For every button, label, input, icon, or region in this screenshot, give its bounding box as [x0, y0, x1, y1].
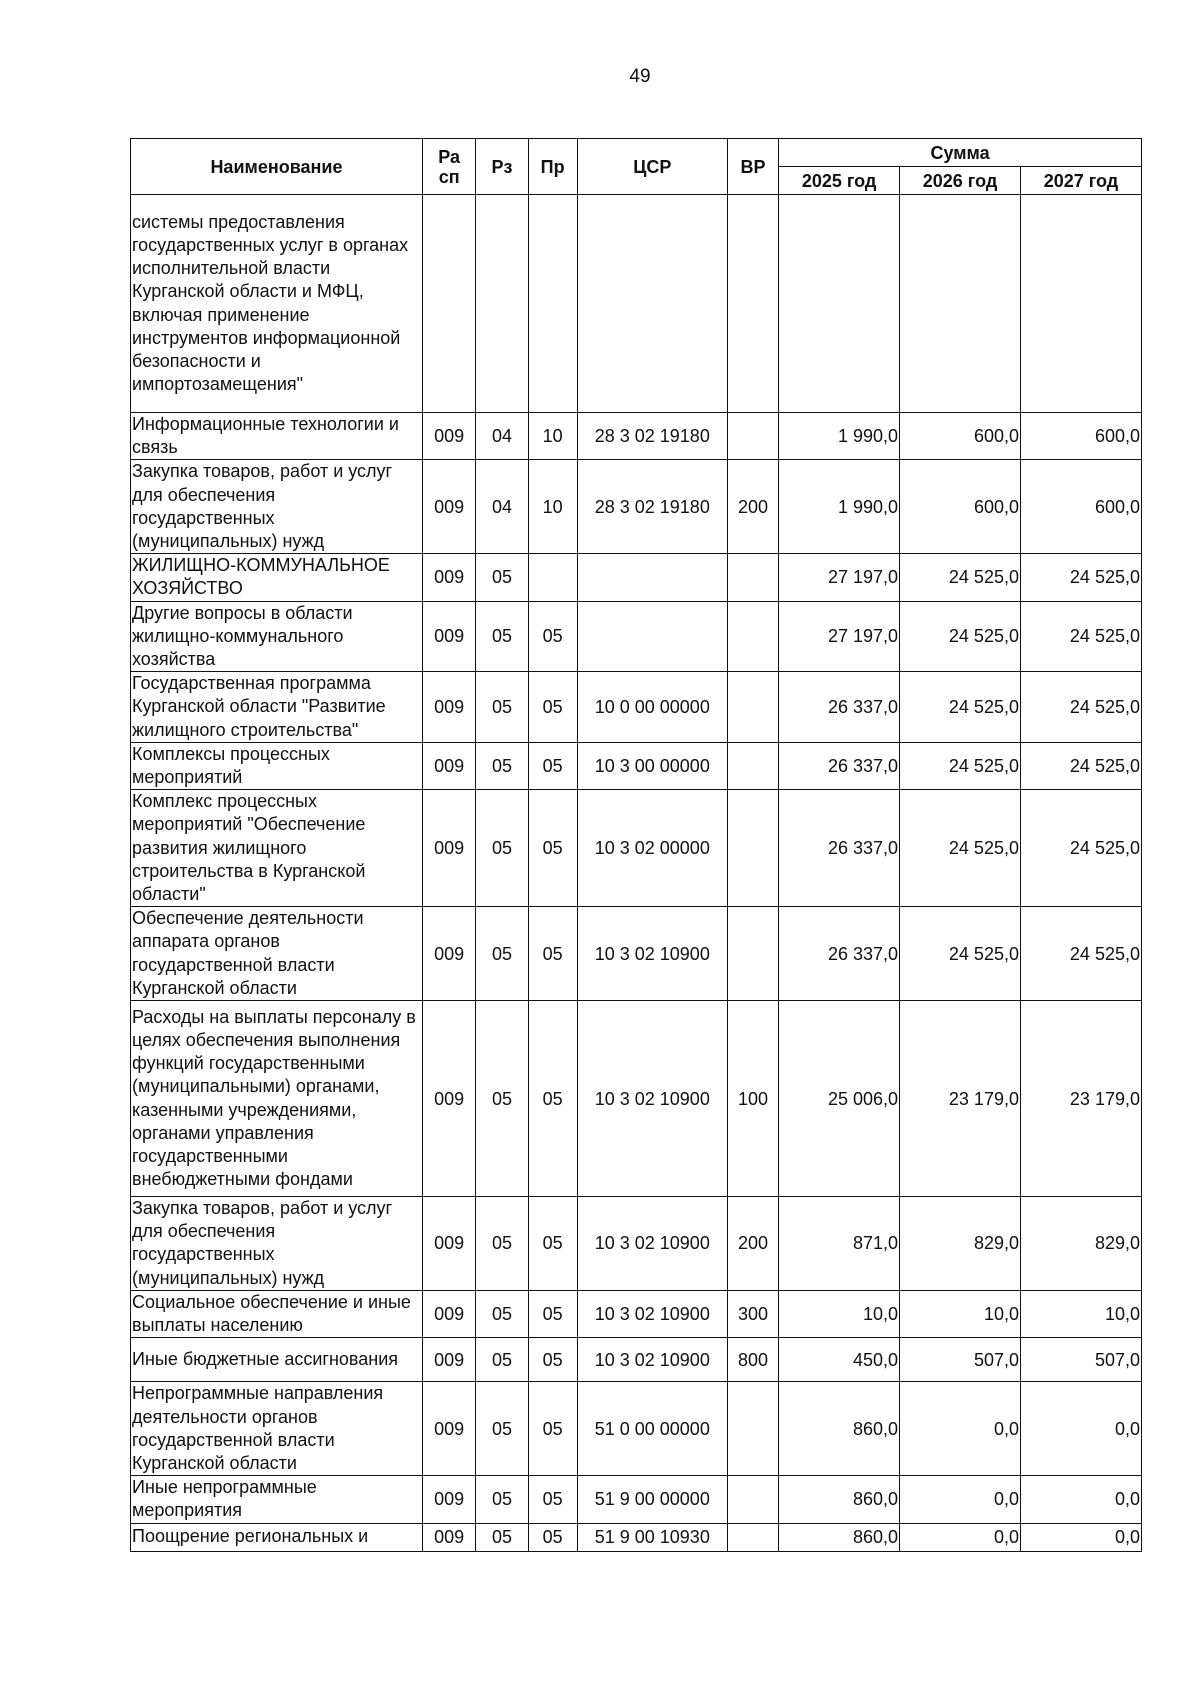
cell-rasp: 009 — [422, 1523, 475, 1551]
header-csr: ЦСР — [577, 139, 727, 195]
cell-2025: 27 197,0 — [779, 554, 900, 601]
cell-rz: 05 — [476, 907, 528, 1001]
cell-pr: 05 — [528, 1382, 577, 1476]
cell-vr: 100 — [727, 1001, 778, 1197]
cell-name: Другие вопросы в области жилищно-коммунального хозяйства — [131, 601, 423, 672]
cell-2026: 24 525,0 — [900, 742, 1021, 789]
cell-pr: 05 — [528, 790, 577, 907]
cell-2025: 25 006,0 — [779, 1001, 900, 1197]
cell-2025: 860,0 — [779, 1523, 900, 1551]
cell-2026: 10,0 — [900, 1290, 1021, 1337]
header-year-2027: 2027 год — [1020, 167, 1141, 195]
table-row — [131, 1523, 1142, 1551]
header-sum: Сумма — [779, 139, 1142, 167]
header-year-2026: 2026 год — [900, 167, 1021, 195]
cell-2026: 24 525,0 — [900, 554, 1021, 601]
cell-rasp — [422, 195, 475, 413]
cell-rz: 05 — [476, 1382, 528, 1476]
cell-csr: 10 3 02 10900 — [577, 1001, 727, 1197]
cell-2027: 0,0 — [1020, 1382, 1141, 1476]
cell-pr: 05 — [528, 1197, 577, 1291]
header-year-2025: 2025 год — [779, 167, 900, 195]
cell-2027: 24 525,0 — [1020, 742, 1141, 789]
cell-2026: 24 525,0 — [900, 790, 1021, 907]
cell-vr — [727, 413, 778, 460]
cell-vr: 300 — [727, 1290, 778, 1337]
cell-rz: 05 — [476, 1290, 528, 1337]
cell-2027: 10,0 — [1020, 1290, 1141, 1337]
cell-name: Социальное обеспечение и иные выплаты населению — [131, 1290, 423, 1337]
cell-2027: 24 525,0 — [1020, 554, 1141, 601]
cell-pr — [528, 554, 577, 601]
table-row — [131, 1476, 1142, 1523]
cell-rz: 04 — [476, 413, 528, 460]
cell-vr: 200 — [727, 460, 778, 554]
cell-csr: 10 3 02 10900 — [577, 907, 727, 1001]
cell-name: Закупка товаров, работ и услуг для обеспечения государственных (муниципальных) нужд — [131, 460, 423, 554]
cell-2025: 26 337,0 — [779, 907, 900, 1001]
cell-vr — [727, 601, 778, 672]
cell-2027: 0,0 — [1020, 1523, 1141, 1551]
table-row — [131, 554, 1142, 601]
table-row — [131, 460, 1142, 554]
cell-rz: 05 — [476, 1338, 528, 1382]
cell-2025: 860,0 — [779, 1382, 900, 1476]
cell-rasp: 009 — [422, 1382, 475, 1476]
cell-vr — [727, 907, 778, 1001]
cell-csr: 10 3 02 00000 — [577, 790, 727, 907]
cell-name: Комплексы процессных мероприятий — [131, 742, 423, 789]
cell-2026: 0,0 — [900, 1476, 1021, 1523]
cell-vr — [727, 1476, 778, 1523]
table-row — [131, 1382, 1142, 1476]
cell-pr: 10 — [528, 460, 577, 554]
cell-vr — [727, 195, 778, 413]
cell-pr: 05 — [528, 1001, 577, 1197]
table-row — [131, 742, 1142, 789]
cell-2027: 0,0 — [1020, 1476, 1141, 1523]
cell-csr — [577, 601, 727, 672]
table-row — [131, 907, 1142, 1001]
cell-pr: 05 — [528, 1476, 577, 1523]
cell-rasp: 009 — [422, 1290, 475, 1337]
cell-2026: 24 525,0 — [900, 601, 1021, 672]
cell-vr — [727, 672, 778, 743]
cell-rasp: 009 — [422, 1338, 475, 1382]
cell-rasp: 009 — [422, 601, 475, 672]
cell-csr: 51 0 00 00000 — [577, 1382, 727, 1476]
table-row — [131, 1001, 1142, 1197]
cell-2027: 23 179,0 — [1020, 1001, 1141, 1197]
header-rasp — [422, 139, 475, 195]
table-body — [131, 195, 1142, 1552]
table-row — [131, 790, 1142, 907]
table-row — [131, 413, 1142, 460]
cell-rasp: 009 — [422, 742, 475, 789]
cell-2027: 600,0 — [1020, 460, 1141, 554]
cell-vr: 800 — [727, 1338, 778, 1382]
cell-2025: 1 990,0 — [779, 413, 900, 460]
cell-name: Поощрение региональных и — [131, 1523, 423, 1551]
cell-rz: 05 — [476, 554, 528, 601]
cell-pr: 05 — [528, 1290, 577, 1337]
cell-csr — [577, 554, 727, 601]
cell-csr: 10 3 00 00000 — [577, 742, 727, 789]
cell-rasp: 009 — [422, 460, 475, 554]
cell-rz: 05 — [476, 1197, 528, 1291]
cell-2026: 0,0 — [900, 1523, 1021, 1551]
cell-csr: 51 9 00 10930 — [577, 1523, 727, 1551]
cell-pr: 05 — [528, 1338, 577, 1382]
cell-name: Комплекс процессных мероприятий "Обеспечение развития жилищного строительства в Курганской области" — [131, 790, 423, 907]
cell-pr: 05 — [528, 672, 577, 743]
cell-2025: 450,0 — [779, 1338, 900, 1382]
header-rasp-line2: сп — [438, 166, 460, 187]
table-row — [131, 672, 1142, 743]
cell-rz: 04 — [476, 460, 528, 554]
cell-2025: 860,0 — [779, 1476, 900, 1523]
cell-2026: 0,0 — [900, 1382, 1021, 1476]
cell-name: Обеспечение деятельности аппарата органов государственной власти Курганской области — [131, 907, 423, 1001]
cell-2026: 507,0 — [900, 1338, 1021, 1382]
cell-name: Закупка товаров, работ и услуг для обеспечения государственных (муниципальных) нужд — [131, 1197, 423, 1291]
cell-rz: 05 — [476, 742, 528, 789]
cell-name: Иные непрограммные мероприятия — [131, 1476, 423, 1523]
cell-name: Непрограммные направления деятельности органов государственной власти Курганской области — [131, 1382, 423, 1476]
table-row — [131, 1197, 1142, 1291]
cell-2027: 507,0 — [1020, 1338, 1141, 1382]
cell-name: Иные бюджетные ассигнования — [131, 1338, 423, 1382]
cell-vr — [727, 1523, 778, 1551]
cell-2027 — [1020, 195, 1141, 413]
table-row — [131, 1338, 1142, 1382]
table-row — [131, 1290, 1142, 1337]
cell-2026: 23 179,0 — [900, 1001, 1021, 1197]
table-row — [131, 601, 1142, 672]
cell-2027: 24 525,0 — [1020, 601, 1141, 672]
header-name: Наименование — [131, 139, 423, 195]
table-header — [131, 139, 1142, 195]
cell-rasp: 009 — [422, 413, 475, 460]
cell-2027: 829,0 — [1020, 1197, 1141, 1291]
cell-2025 — [779, 195, 900, 413]
cell-vr: 200 — [727, 1197, 778, 1291]
cell-rasp: 009 — [422, 672, 475, 743]
cell-2025: 10,0 — [779, 1290, 900, 1337]
cell-csr: 28 3 02 19180 — [577, 413, 727, 460]
cell-csr: 10 3 02 10900 — [577, 1197, 727, 1291]
cell-2027: 600,0 — [1020, 413, 1141, 460]
cell-rz: 05 — [476, 601, 528, 672]
cell-2026: 600,0 — [900, 413, 1021, 460]
header-rz: Рз — [476, 139, 528, 195]
cell-2026: 600,0 — [900, 460, 1021, 554]
cell-vr — [727, 742, 778, 789]
cell-2027: 24 525,0 — [1020, 907, 1141, 1001]
cell-csr: 10 0 00 00000 — [577, 672, 727, 743]
cell-name: системы предоставления государственных услуг в органах исполнительной власти Курганской области и МФЦ, включая применение инструментов информационной безопасности и импортозамещения" — [131, 195, 423, 413]
cell-2025: 871,0 — [779, 1197, 900, 1291]
cell-name: ЖИЛИЩНО-КОММУНАЛЬНОЕ ХОЗЯЙСТВО — [131, 554, 423, 601]
header-vr: ВР — [727, 139, 778, 195]
cell-csr — [577, 195, 727, 413]
cell-pr: 05 — [528, 742, 577, 789]
cell-2025: 26 337,0 — [779, 672, 900, 743]
cell-rz: 05 — [476, 672, 528, 743]
cell-2026: 829,0 — [900, 1197, 1021, 1291]
cell-pr — [528, 195, 577, 413]
cell-rasp: 009 — [422, 1197, 475, 1291]
cell-2027: 24 525,0 — [1020, 672, 1141, 743]
cell-rz: 05 — [476, 790, 528, 907]
cell-rz: 05 — [476, 1001, 528, 1197]
cell-rz — [476, 195, 528, 413]
cell-rz: 05 — [476, 1523, 528, 1551]
cell-pr: 10 — [528, 413, 577, 460]
cell-rasp: 009 — [422, 790, 475, 907]
cell-rasp: 009 — [422, 1001, 475, 1197]
cell-csr: 28 3 02 19180 — [577, 460, 727, 554]
cell-2025: 1 990,0 — [779, 460, 900, 554]
table-row — [131, 195, 1142, 413]
cell-2026: 24 525,0 — [900, 907, 1021, 1001]
cell-vr — [727, 1382, 778, 1476]
cell-pr: 05 — [528, 907, 577, 1001]
cell-csr: 51 9 00 00000 — [577, 1476, 727, 1523]
cell-name: Государственная программа Курганской области "Развитие жилищного строительства" — [131, 672, 423, 743]
cell-csr: 10 3 02 10900 — [577, 1290, 727, 1337]
cell-2026: 24 525,0 — [900, 672, 1021, 743]
header-rasp-line1: Ра — [438, 146, 461, 167]
page-number: 49 — [629, 66, 651, 87]
cell-2025: 27 197,0 — [779, 601, 900, 672]
cell-vr — [727, 554, 778, 601]
cell-name: Информационные технологии и связь — [131, 413, 423, 460]
cell-2025: 26 337,0 — [779, 790, 900, 907]
cell-csr: 10 3 02 10900 — [577, 1338, 727, 1382]
cell-rasp: 009 — [422, 554, 475, 601]
budget-table — [130, 138, 1142, 1552]
cell-rasp: 009 — [422, 1476, 475, 1523]
cell-rz: 05 — [476, 1476, 528, 1523]
cell-2027: 24 525,0 — [1020, 790, 1141, 907]
cell-2025: 26 337,0 — [779, 742, 900, 789]
cell-pr: 05 — [528, 601, 577, 672]
cell-name: Расходы на выплаты персоналу в целях обеспечения выполнения функций государственными (муниципальными) органами, казенными учреждениями, органами управления государственными внебюджетными фондами — [131, 1001, 423, 1197]
header-pr: Пр — [528, 139, 577, 195]
cell-rasp: 009 — [422, 907, 475, 1001]
cell-vr — [727, 790, 778, 907]
cell-2026 — [900, 195, 1021, 413]
cell-pr: 05 — [528, 1523, 577, 1551]
